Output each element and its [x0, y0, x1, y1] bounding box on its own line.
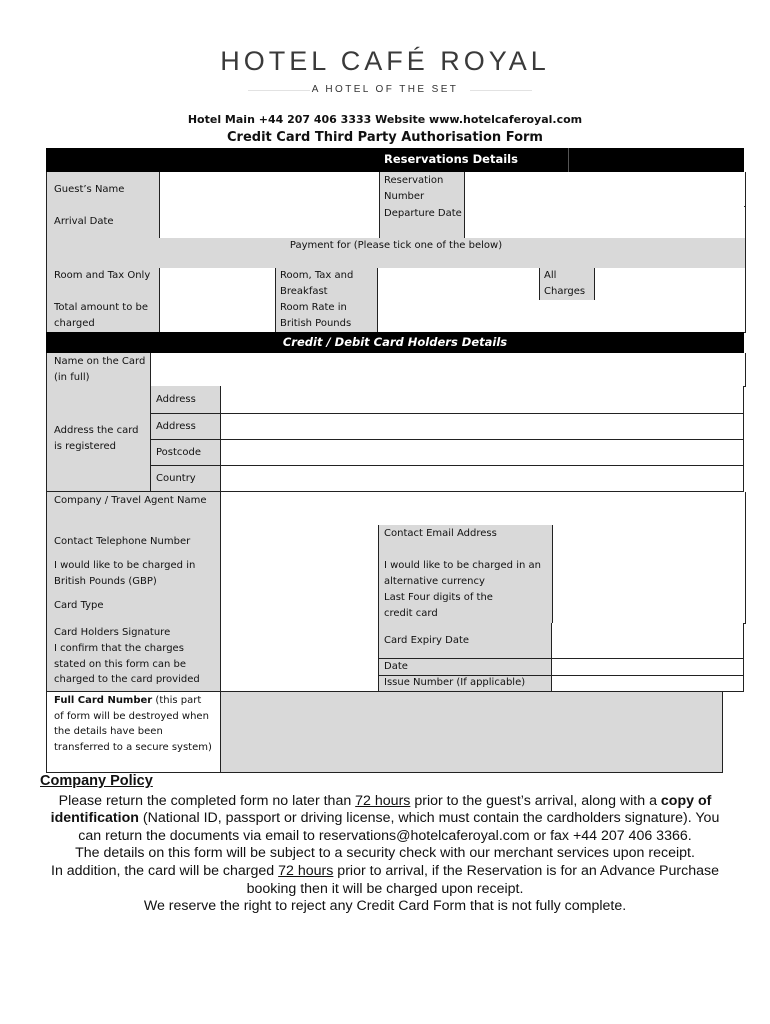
arrival-date-field[interactable]: [160, 206, 380, 238]
email-label: Contact Email Address: [384, 528, 497, 539]
departure-date-field[interactable]: [465, 206, 744, 238]
country-label: Country: [156, 473, 196, 484]
policy-p1-text-b: prior to the guest’s arrival, along with a: [410, 792, 661, 809]
address-registered-cell: [46, 386, 151, 492]
address-line-2-field[interactable]: [221, 414, 744, 440]
signature-field[interactable]: [221, 623, 379, 692]
policy-paragraph-1: [40, 793, 730, 846]
phone-label: Contact Telephone Number: [54, 536, 191, 547]
card-type-row: [46, 590, 746, 624]
alt-currency-label: I would like to be charged in an alternative currency: [384, 560, 541, 587]
cardholder-section-title: Credit / Debit Card Holders Details: [282, 335, 508, 349]
payment-for-row: [46, 238, 746, 269]
signature-label: Card Holders Signature: [54, 627, 171, 638]
policy-p1-text-c: (National ID, passport or driving license, which must contain the cardholders signature). You can return the documents via email to reservations@hotelcaferoyal.com or fax +44 207 406 3366.: [78, 810, 720, 844]
reservations-header-bar: [46, 148, 744, 172]
full-card-number-field[interactable]: [221, 692, 723, 773]
issue-number-field[interactable]: [552, 676, 744, 692]
expiry-field[interactable]: [552, 623, 744, 659]
date-field[interactable]: [552, 659, 744, 676]
total-amount-label: Total amount to be charged: [54, 302, 149, 329]
room-tax-breakfast-label: Room, Tax and Breakfast: [280, 270, 354, 297]
address-registered-label: Address the card is registered: [54, 425, 139, 452]
gbp-label: I would like to be charged in British Pounds (GBP): [54, 560, 196, 587]
policy-p1-hours: 72 hours: [355, 792, 411, 809]
all-charges-label: All Charges: [544, 270, 586, 297]
email-field[interactable]: [553, 525, 745, 558]
hotel-tagline: A HOTEL OF THE SET: [311, 84, 459, 95]
payment-options-row: [46, 268, 746, 301]
policy-p1-bold: copy of identification: [50, 792, 712, 827]
hotel-contact-line: Hotel Main +44 207 406 3333 Website www.hotelcaferoyal.com: [187, 113, 583, 126]
postcode-label: Postcode: [156, 447, 202, 458]
gbp-checkbox[interactable]: [221, 558, 379, 590]
all-charges-checkbox[interactable]: [595, 268, 745, 300]
currency-row: [46, 558, 746, 591]
reservation-number-field[interactable]: [465, 172, 744, 206]
full-card-label: Full Card Number: [54, 695, 153, 706]
arrival-date-label: Arrival Date: [54, 216, 114, 227]
policy-p3-text-a: In addition, the card will be charged: [51, 862, 279, 879]
cardholder-header-bar: [46, 332, 744, 353]
guest-name-label: Guest’s Name: [54, 184, 125, 195]
policy-paragraph-2: The details on this form will be subject to a security check with our merchant services upon receipt.: [75, 845, 695, 862]
guest-name-field[interactable]: [160, 172, 380, 206]
company-policy-title: Company Policy: [40, 773, 153, 789]
name-on-card-label: Name on the Card (in full): [54, 356, 146, 383]
card-type-field[interactable]: [221, 590, 379, 623]
reservation-number-label: Reservation Number: [384, 175, 444, 202]
postcode-field[interactable]: [221, 440, 744, 466]
company-policy: [40, 773, 730, 916]
form-title: Credit Card Third Party Authorisation Form: [227, 130, 543, 145]
name-on-card-field[interactable]: [151, 353, 745, 386]
policy-paragraph-4: We reserve the right to reject any Credit Card Form that is not fully complete.: [143, 898, 627, 915]
policy-paragraph-3: [40, 863, 730, 898]
country-field[interactable]: [221, 466, 744, 492]
room-rate-label: Room Rate in British Pounds: [280, 302, 352, 329]
address-label-1: Address: [156, 394, 196, 405]
date-label: Date: [384, 661, 408, 672]
full-card-note: (this part of form will be destroyed when the details have been transferred to a secure system): [54, 695, 212, 753]
alt-currency-field[interactable]: [553, 558, 745, 590]
guest-name-row: [46, 172, 746, 207]
arrival-date-row: [46, 206, 746, 239]
room-rate-field[interactable]: [378, 300, 745, 332]
policy-p1-text-a: Please return the completed form no later than: [58, 792, 356, 809]
room-tax-breakfast-checkbox[interactable]: [378, 268, 540, 300]
policy-p3-hours: 72 hours: [278, 862, 334, 879]
room-tax-checkbox[interactable]: [160, 268, 276, 300]
hotel-logo-title: HOTEL CAFÉ ROYAL: [220, 46, 550, 76]
issue-number-label: Issue Number (If applicable): [384, 677, 526, 688]
address-label-2: Address: [156, 421, 196, 432]
payment-for-title: Payment for (Please tick one of the below): [289, 240, 503, 251]
full-card-label-cell: [46, 692, 221, 773]
signature-confirm-text: I confirm that the charges stated on this form can be charged to the card provided: [54, 643, 200, 685]
name-on-card-row: [46, 353, 746, 387]
policy-p3-text-b: prior to arrival, if the Reservation is for an Advance Purchase booking then it will be charged upon receipt.: [246, 862, 719, 897]
phone-field[interactable]: [221, 525, 379, 558]
address-line-1-field[interactable]: [221, 386, 744, 414]
company-row: [46, 492, 746, 526]
expiry-label: Card Expiry Date: [384, 635, 470, 646]
departure-date-label: Departure Date: [384, 208, 462, 219]
total-amount-row: [46, 300, 746, 333]
reservations-section-title: Reservations Details: [384, 152, 518, 166]
room-tax-label: Room and Tax Only: [54, 270, 151, 281]
last-four-field[interactable]: [553, 590, 745, 623]
last-four-label: Last Four digits of the credit card: [384, 592, 493, 619]
signature-label-cell: [46, 623, 221, 692]
company-label: Company / Travel Agent Name: [54, 495, 207, 506]
company-field[interactable]: [221, 492, 745, 525]
phone-email-row: [46, 525, 746, 559]
total-amount-field[interactable]: [160, 300, 276, 332]
card-type-label: Card Type: [54, 600, 104, 611]
